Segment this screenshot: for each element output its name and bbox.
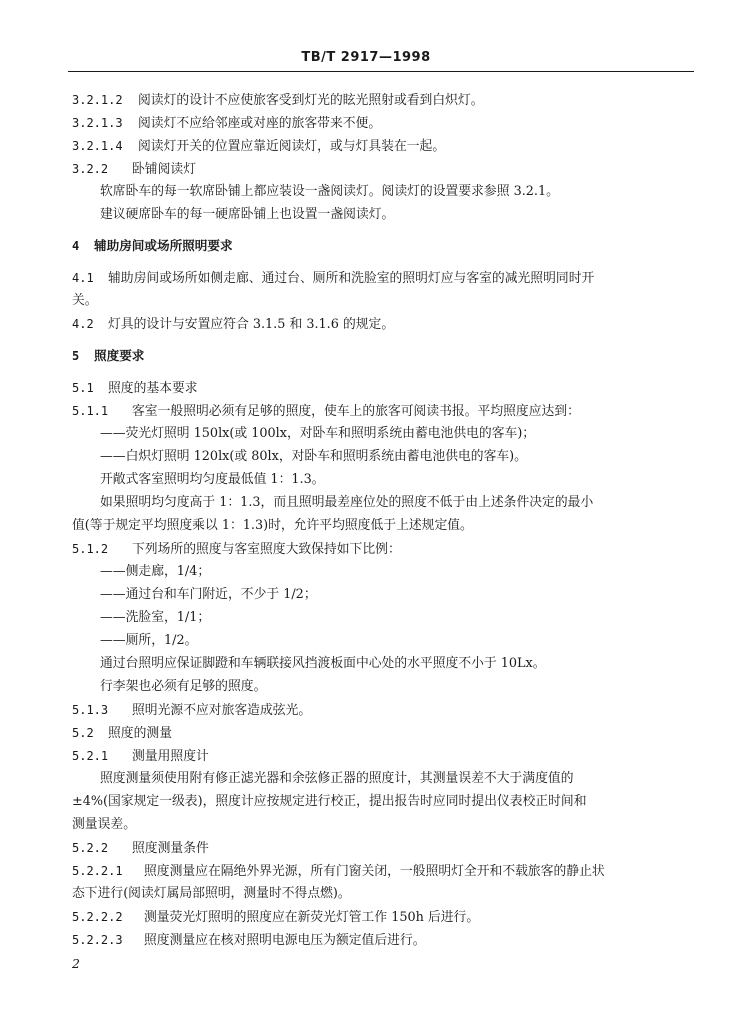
clause-5-2-1: 5.2.1 测量用照度计 (72, 749, 209, 764)
paragraph-line: 软席卧车的每一软席卧铺上都应装设一盏阅读灯。阅读灯的设置要求参照 3.2.1。 (100, 184, 559, 199)
clause-5-2: 5.2 照度的测量 (72, 726, 172, 741)
clause-5-2-2: 5.2.2 照度测量条件 (72, 841, 209, 856)
paragraph-line: 关。 (72, 293, 98, 308)
clause-5-1: 5.1 照度的基本要求 (72, 381, 198, 396)
clause-3-2-1-2: 3.2.1.2 阅读灯的设计不应使旅客受到灯光的眩光照射或看到白炽灯。 (72, 93, 484, 108)
clause-5-1-2: 5.1.2 下列场所的照度与客室照度大致保持如下比例： (72, 542, 401, 557)
list-item: ——荧光灯照明 150lx(或 100lx，对卧车和照明系统由蓄电池供电的客车)； (100, 426, 536, 441)
clause-5-2-2-2: 5.2.2.2 测量荧光灯照明的照度应在新荧光灯管工作 150h 后进行。 (72, 910, 480, 925)
clause-4-1: 4.1 辅助房间或场所如侧走廊、通过台、厕所和洗脸室的照明灯应与客室的减光照明同时开 (72, 271, 595, 286)
paragraph-line: 照度测量须使用附有修正滤光器和余弦修正器的照度计，其测量误差不大于满度值的 (100, 771, 574, 786)
paragraph-line: 行李架也必须有足够的照度。 (100, 679, 267, 694)
clause-4-2: 4.2 灯具的设计与安置应符合 3.1.5 和 3.1.6 的规定。 (72, 317, 395, 332)
paragraph-line: 开敞式客室照明均匀度最低值 1：1.3。 (100, 472, 325, 487)
paragraph-line: 建议硬席卧车的每一硬席卧铺上也设置一盏阅读灯。 (100, 207, 395, 222)
clause-3-2-1-4: 3.2.1.4 阅读灯开关的位置应靠近阅读灯，或与灯具装在一起。 (72, 139, 446, 154)
clause-5-1-3: 5.1.3 照明光源不应对旅客造成弦光。 (72, 703, 312, 718)
list-item: ——洗脸室，1/1； (100, 610, 211, 625)
list-item: ——厕所，1/2。 (100, 633, 198, 648)
paragraph-line: 态下进行(阅读灯属局部照明，测量时不得点燃)。 (72, 886, 351, 901)
header-rule (68, 71, 694, 72)
section-5-heading: 5 照度要求 (72, 348, 145, 363)
paragraph-line: 如果照明均匀度高于 1：1.3，而且照明最差座位处的照度不低于由上述条件决定的最小 (100, 495, 594, 510)
paragraph-line: 值(等于规定平均照度乘以 1：1.3)时，允许平均照度低于上述规定值。 (72, 518, 473, 533)
list-item: ——白炽灯照明 120lx(或 80lx，对卧车和照明系统由蓄电池供电的客车)。 (100, 449, 527, 464)
paragraph-line: ±4%(国家规定一级表)，照度计应按规定进行校正，提出报告时应同时提出仪表校正时间和 (72, 794, 587, 809)
paragraph-line: 通过台照明应保证脚蹬和车辆联接风挡渡板面中心处的水平照度不小于 10Lx。 (100, 656, 546, 671)
list-item: ——通过台和车门附近，不少于 1/2； (100, 587, 317, 602)
paragraph-line: 测量误差。 (72, 817, 136, 832)
list-item: ——侧走廊，1/4； (100, 564, 211, 579)
section-4-heading: 4 辅助房间或场所照明要求 (72, 238, 233, 253)
clause-3-2-1-3: 3.2.1.3 阅读灯不应给邻座或对座的旅客带来不便。 (72, 116, 382, 131)
clause-5-2-2-3: 5.2.2.3 照度测量应在核对照明电源电压为额定值后进行。 (72, 933, 426, 948)
page-number: 2 (72, 956, 80, 971)
clause-5-1-1: 5.1.1 客室一般照明必须有足够的照度，使车上的旅客可阅读书报。平均照度应达到： (72, 404, 580, 419)
clause-5-2-2-1: 5.2.2.1 照度测量应在隔绝外界光源，所有门窗关闭，一般照明灯全开和不载旅客的静止状 (72, 864, 605, 879)
standard-code-header: TB/T 2917—1998 (301, 50, 431, 65)
clause-3-2-2: 3.2.2 卧铺阅读灯 (72, 162, 196, 177)
